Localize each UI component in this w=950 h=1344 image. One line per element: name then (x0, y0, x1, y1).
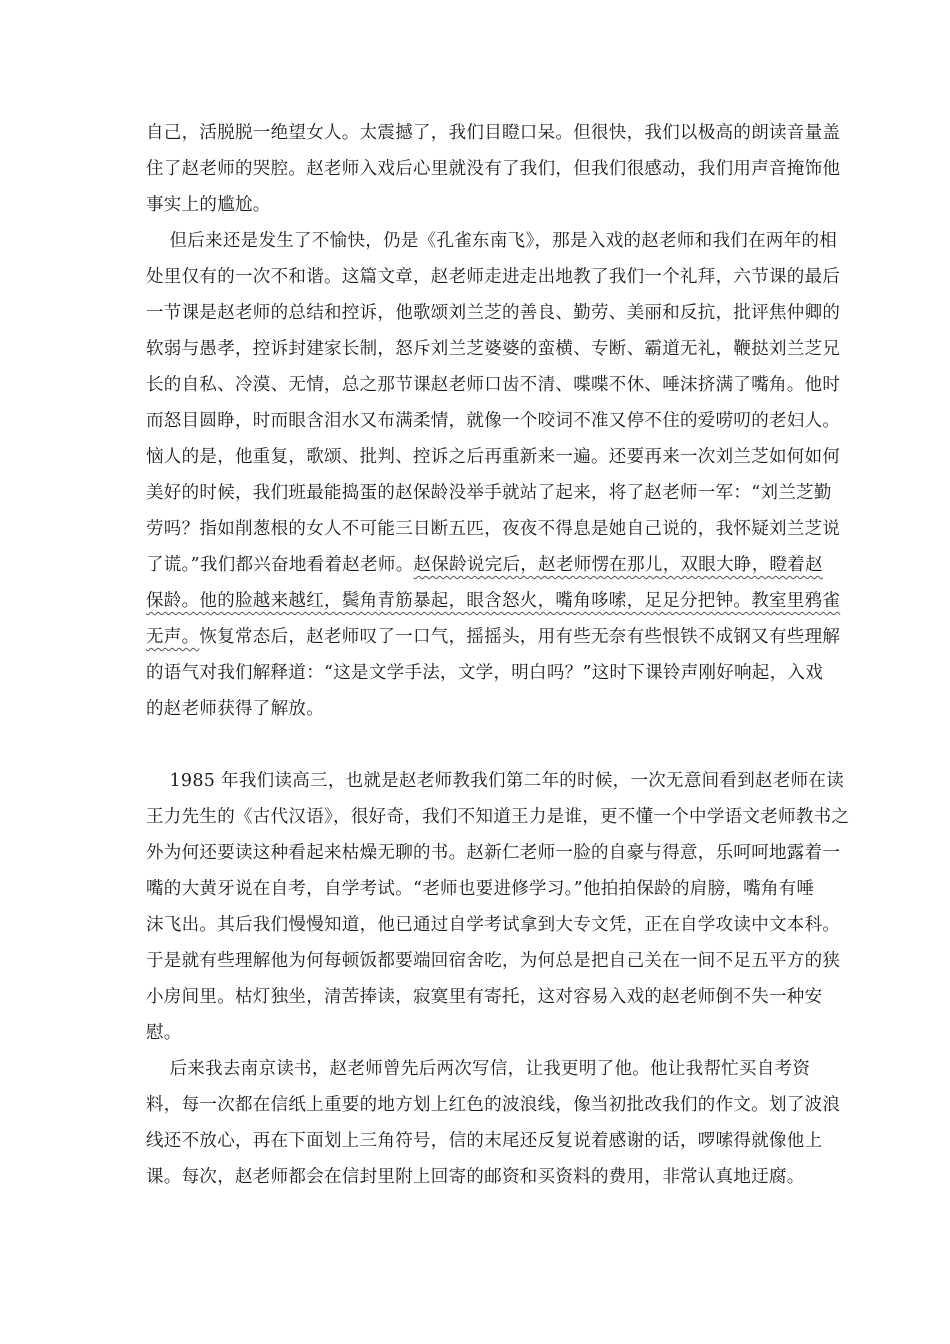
text-line: 课。每次，赵老师都会在信封里附上回寄的邮资和买资料的费用，非常认真地迂腐。 (146, 1167, 805, 1187)
text-line: 恼人的是，他重复，歌颂、批判、控诉之后再重新来一遍。还要再来一次刘兰芝如何如何 (146, 447, 841, 467)
text-line: 慰。 (146, 1023, 182, 1043)
text-line: 长的自私、冷漠、无情，总之那节课赵老师口齿不清、喋喋不休、唾沫挤满了嘴角。他时 (146, 375, 841, 395)
text-line: 的语气对我们解释道：“这是文学手法，文学，明白吗？”这时下课铃声刚好响起，入戏 (146, 663, 824, 683)
text-line: 的赵老师获得了解放。 (146, 699, 324, 719)
text-line: 但后来还是发生了不愉快，仍是《孔雀东南飞》，那是入戏的赵老师和我们在两年的相 (146, 231, 838, 251)
text-line: 线还不放心，再在下面划上三角符号，信的末尾还反复说着感谢的话，啰嗦得就像他上 (146, 1131, 823, 1151)
text-line: 处里仅有的一次不和谐。这篇文章，赵老师走进走出地教了我们一个礼拜，六节课的最后 (146, 267, 841, 287)
text-line: 而怒目圆睁，时而眼含泪水又布满柔情，就像一个咬词不准又停不住的爱唠叨的老妇人。 (146, 411, 841, 431)
text-line: 于是就有些理解他为何每顿饭都要端回宿舍吃，为何总是把自己关在一间不足五平方的狭 (146, 951, 841, 971)
wavy-underlined-text: 无声。 (146, 627, 200, 647)
text-line: 小房间里。枯灯独坐，清苦捧读，寂寞里有寄托，这对容易入戏的赵老师倒不失一种安 (146, 987, 823, 1007)
text-line: 1985 年我们读高三，也就是赵老师教我们第二年的时候，一次无意间看到赵老师在读 (146, 771, 845, 791)
text-line: 事实上的尴尬。 (146, 195, 271, 215)
text-line: 自己，活脱脱一绝望女人。太震撼了，我们目瞪口呆。但很快，我们以极高的朗读音量盖 (146, 123, 841, 143)
text-line: 沫飞出。其后我们慢慢知道，他已通过自学考试拿到大专文凭，正在自学攻读中文本科。 (146, 915, 841, 935)
text-line: 一节课是赵老师的总结和控诉，他歌颂刘兰芝的善良、勤劳、美丽和反抗，批评焦仲卿的 (146, 303, 841, 323)
text-line: 劳吗？指如削葱根的女人不可能三日断五匹，夜夜不得息是她自己说的，我怀疑刘兰芝说 (146, 519, 841, 539)
text-line: 美好的时候，我们班最能捣蛋的赵保龄没举手就站了起来，将了赵老师一军：“刘兰芝勤 (146, 483, 832, 503)
text-line: 料，每一次都在信纸上重要的地方划上红色的波浪线，像当初批改我们的作文。划了波浪 (146, 1095, 841, 1115)
text-line (146, 588, 840, 614)
wavy-underlined-text: 保龄。他的脸越来越红，鬓角青筋暴起，眼含怒火，嘴角哆嗦，足足分把钟。教室里鸦雀 (146, 591, 841, 611)
text-line: 住了赵老师的哭腔。赵老师入戏后心里就没有了我们，但我们很感动，我们用声音掩饰他 (146, 159, 841, 179)
text-line: 嘴的大黄牙说在自考，自学考试。“老师也要进修学习。”他拍拍保龄的肩膀，嘴角有唾 (146, 879, 815, 899)
text-line: 软弱与愚孝，控诉封建家长制，怒斥刘兰芝婆婆的蛮横、专断、霸道无礼，鞭挞刘兰芝兄 (146, 339, 841, 359)
text-line: 王力先生的《古代汉语》，很好奇，我们不知道王力是谁，更不懂一个中学语文老师教书之 (146, 807, 850, 827)
text-line: 无声。恢复常态后，赵老师叹了一口气，摇摇头，用有些无奈有些恨铁不成钢又有些理解 (146, 627, 841, 647)
text-line: 了谎。”我们都兴奋地看着赵老师。赵保龄说完后，赵老师愣在那儿，双眼大睁，瞪着赵 (146, 555, 823, 575)
wavy-underlined-text: 赵保龄说完后，赵老师愣在那儿，双眼大睁，瞪着赵 (413, 555, 823, 575)
text-line: 后来我去南京读书，赵老师曾先后两次写信，让我更明了他。他让我帮忙买自考资 (146, 1059, 811, 1079)
text-line: 外为何还要读这种看起来枯燥无聊的书。赵新仁老师一脸的自豪与得意，乐呵呵地露着一 (146, 843, 841, 863)
